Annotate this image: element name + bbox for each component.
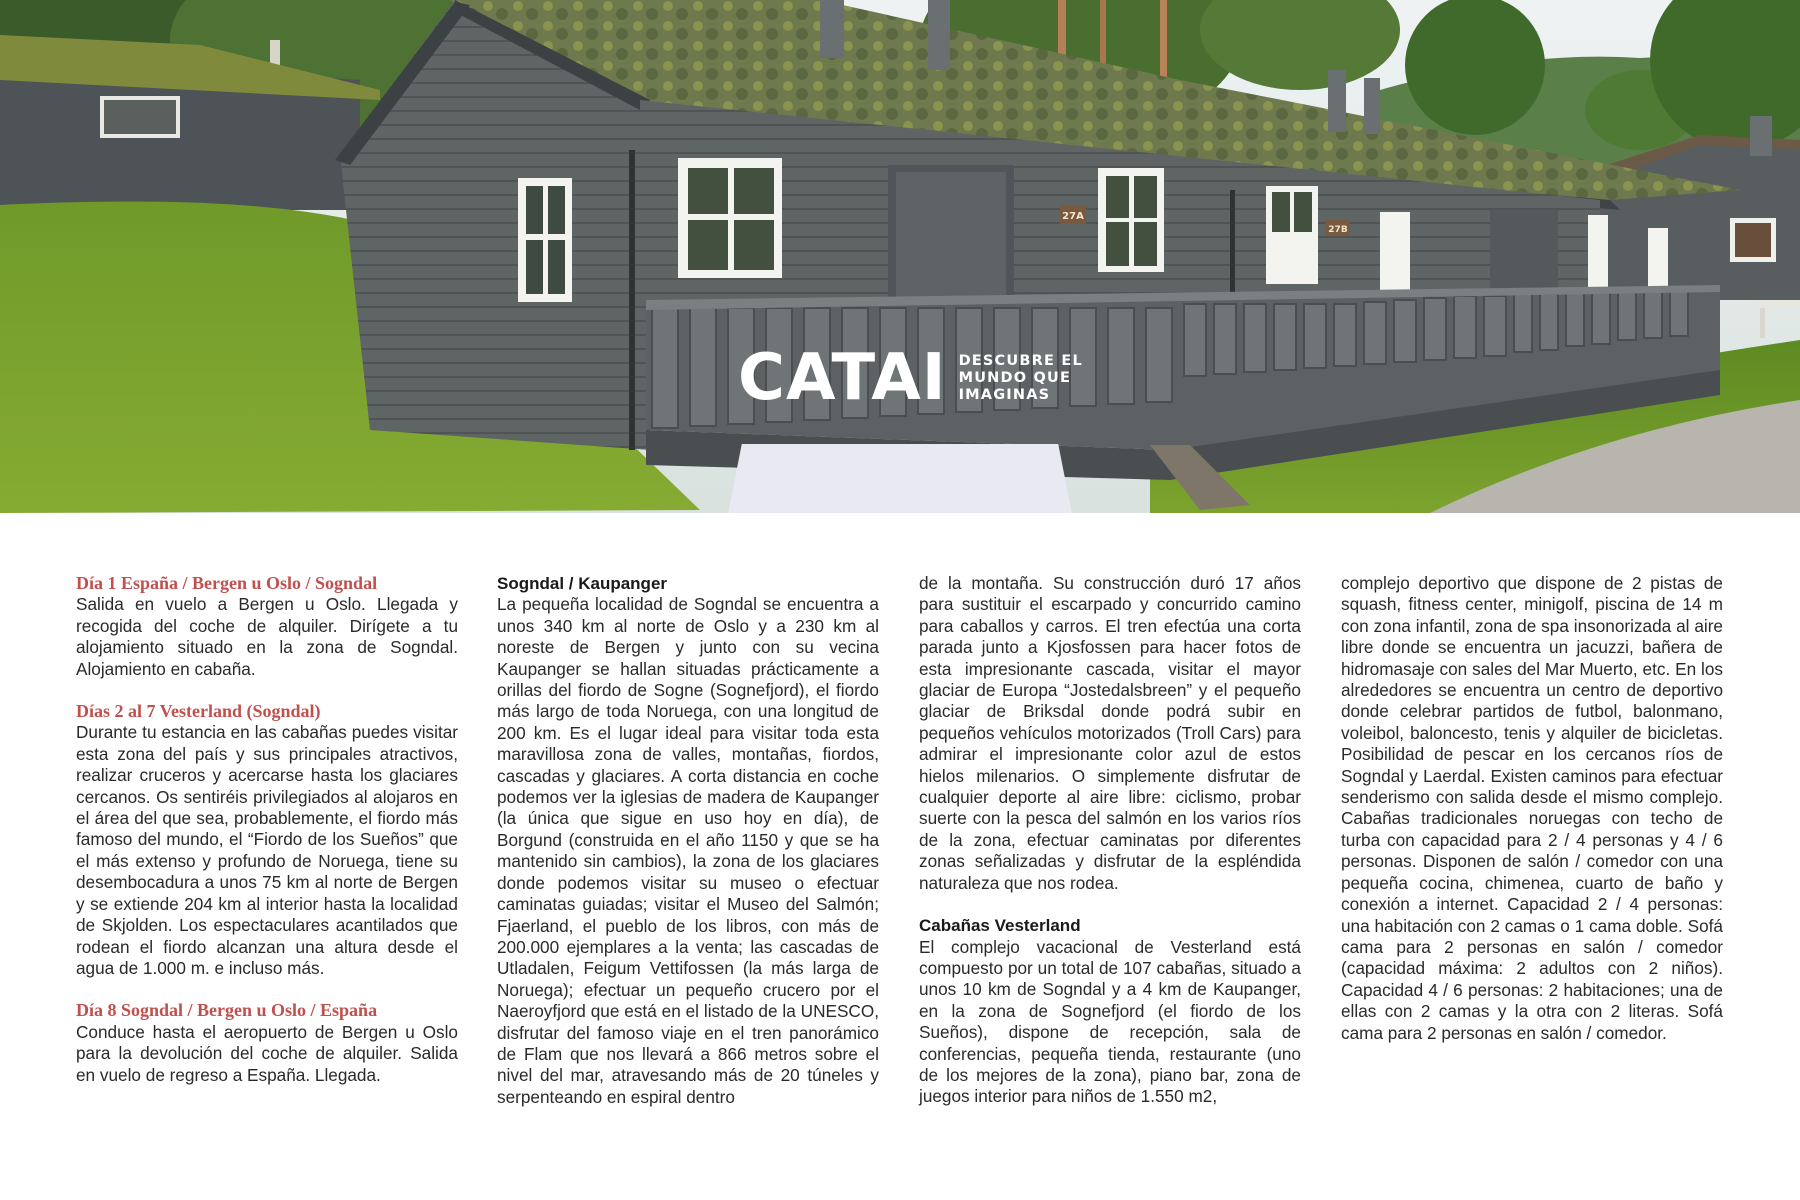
sogndal-title: Sogndal / Kaupanger bbox=[497, 574, 668, 593]
brand-tagline-line: DESCUBRE EL bbox=[958, 352, 1083, 369]
sogndal-text-continued: de la montaña. Su construcción duró 17 años para sustituir el escarpado y concurrido camino para caballos y carros. El tren efectúa una corta parada junto a Kjosfossen para hacer fotos de esta impresionante cascada, visitar el mayor glaciar de Europa “Jostedalsbreen” y el pequeño glaciar de Briksdal donde podrá subir en pequeños vehículos motorizados (Troll Cars) para admirar el impresionante color azul de estos hielos milenarios. O simplemente disfrutar de cualquier deporte al aire libre: ciclismo, probar suerte con la pesca del salmón en los varios ríos de la zona, efectuar caminatas por diferentes zonas señalizadas y disfrutar de la espléndida naturaleza que nos rodea. bbox=[919, 573, 1301, 893]
hero-photo bbox=[0, 0, 1800, 513]
cabins-illustration bbox=[0, 0, 1800, 513]
day-8-title: Día 8 Sogndal / Bergen u Oslo / España bbox=[76, 1000, 378, 1021]
column-cabanas-continued bbox=[1341, 573, 1723, 1044]
cabin-sign-27a: 27A bbox=[1062, 211, 1084, 222]
brand-tagline-line: IMAGINAS bbox=[958, 386, 1051, 403]
cabanas-text-continued: complejo deportivo que dispone de 2 pistas de squash, fitness center, minigolf, piscina de 14 m con zona infantil, zona de spa insonorizada al aire libre donde se encuentra un jacuzzi, bañera de hidromasaje con sales del Mar Muerto, etc. En los alrededores se encuentra un centro de deportivo donde celebrar partidos de futbol, balonmano, voleibol, baloncesto, tenis y alquiler de bicicletas. Posibilidad de pescar en los cercanos ríos de Sogndal y Laerdal. Existen caminos para efectuar senderismo con salida desde el mismo complejo. Cabañas tradicionales noruegas con techo de turba con capacidad para 2 / 4 personas y 4 / 6 personas. Disponen de salón / comedor con una pequeña cocina, chimenea, cuarto de baño y conexión a internet. Capacidad 2 / 4 personas: una habitación con 2 camas o 1 cama doble. Sofá cama para 2 personas en salón / comedor (capacidad máxima: 2 adultos con 2 niños). Capacidad 4 / 6 personas: 2 habitaciones; una de ellas con 2 camas y la otra con 2 literas. Sofá cama para 2 personas en salón / comedor. bbox=[1341, 573, 1723, 1043]
days-2-7-text: Durante tu estancia en las cabañas puedes visitar esta zona del país y sus principales atractivos, realizar cruceros y acercarse hasta los glaciares cercanos. Os sentiréis privilegiados al alojaros en el área del que sea, probablemente, el fiordo más famoso del mundo, el “Fiordo de los Sueños” que el más extenso y profundo de Noruega, tiene su desembocadura a unos 75 km al norte de Bergen y se extiende 204 km al interior hasta la localidad de Skjolden. Los espectaculares acantilados que rodean el fiordo alcanzan una altura desde el agua de 1.000 m. e incluso más. bbox=[76, 722, 458, 978]
days-2-7-title: Días 2 al 7 Vesterland (Sogndal) bbox=[76, 701, 321, 722]
brand-tagline-line: MUNDO QUE bbox=[958, 369, 1072, 386]
brand-name: CATAI bbox=[738, 341, 947, 415]
day-1-title: Día 1 España / Bergen u Oslo / Sogndal bbox=[76, 573, 378, 593]
catai-logo bbox=[738, 343, 1083, 413]
column-sogndal-continued bbox=[919, 573, 1301, 1108]
column-sogndal bbox=[497, 573, 879, 1108]
brand-tagline bbox=[959, 353, 1083, 404]
cabin-sign-27b: 27B bbox=[1328, 225, 1348, 235]
day-8-text: Conduce hasta el aeropuerto de Bergen u Oslo para la devolución del coche de alquiler. Salida en vuelo de regreso a España. Llegada. bbox=[76, 1021, 458, 1085]
day-1-text: Salida en vuelo a Bergen u Oslo. Llegada y recogida del coche de alquiler. Dirígete a tu alojamiento situado en la zona de Sogndal. Alojamiento en cabaña. bbox=[76, 594, 458, 679]
cabanas-title: Cabañas Vesterland bbox=[919, 916, 1081, 936]
sogndal-text: La pequeña localidad de Sogndal se encuentra a unos 340 km al norte de Oslo y a 230 km al noreste de Bergen y junto con su vecina Kaupanger se hallan situadas prácticamente a orillas del fiordo de Sogne (Sognefjord), el fiordo más largo de toda Noruega, con una longitud de 200 km. Es el lugar ideal para visitar toda esta maravillosa zona de valles, montañas, fiordos, cascadas y glaciares. A corta distancia en coche podemos ver la iglesias de madera de Kaupanger (la única que sigue en uso hoy en día), de Borgund (construida en el año 1150 y que se ha mantenido sin cambios), la zona de los glaciares donde podemos visitar su museo o efectuar caminatas guiadas; visitar el Museo del Salmón; Fjaerland, el pueblo de los libros, con más de 200.000 ejemplares a la venta; las cascadas de Utladalen, Feigum Vettifossen (la más larga de Noruega); efectuar un pequeño crucero por el Naeroyfjord que está en el listado de la UNESCO, disfrutar del famoso viaje en el tren panorámico de Flam que nos llevará a 866 metros sobre el nivel del mar, atravesando más de 20 túneles y serpenteando en espiral dentro bbox=[497, 594, 879, 1107]
hero-tab-shape bbox=[728, 444, 1072, 513]
column-itinerary bbox=[76, 573, 458, 1086]
cabanas-text: El complejo vacacional de Vesterland está compuesto por un total de 107 cabañas, situado a unos 10 km de Sogndal y a 4 km de Kaupanger, en la zona de Sognefjord (el fiordo de los Sueños), dispone de recepción, sala de conferencias, pequeña tienda, restaurante (uno de los mejores de la zona), piano bar, zona de juegos interior para niños de 1.550 m2, bbox=[919, 936, 1301, 1107]
